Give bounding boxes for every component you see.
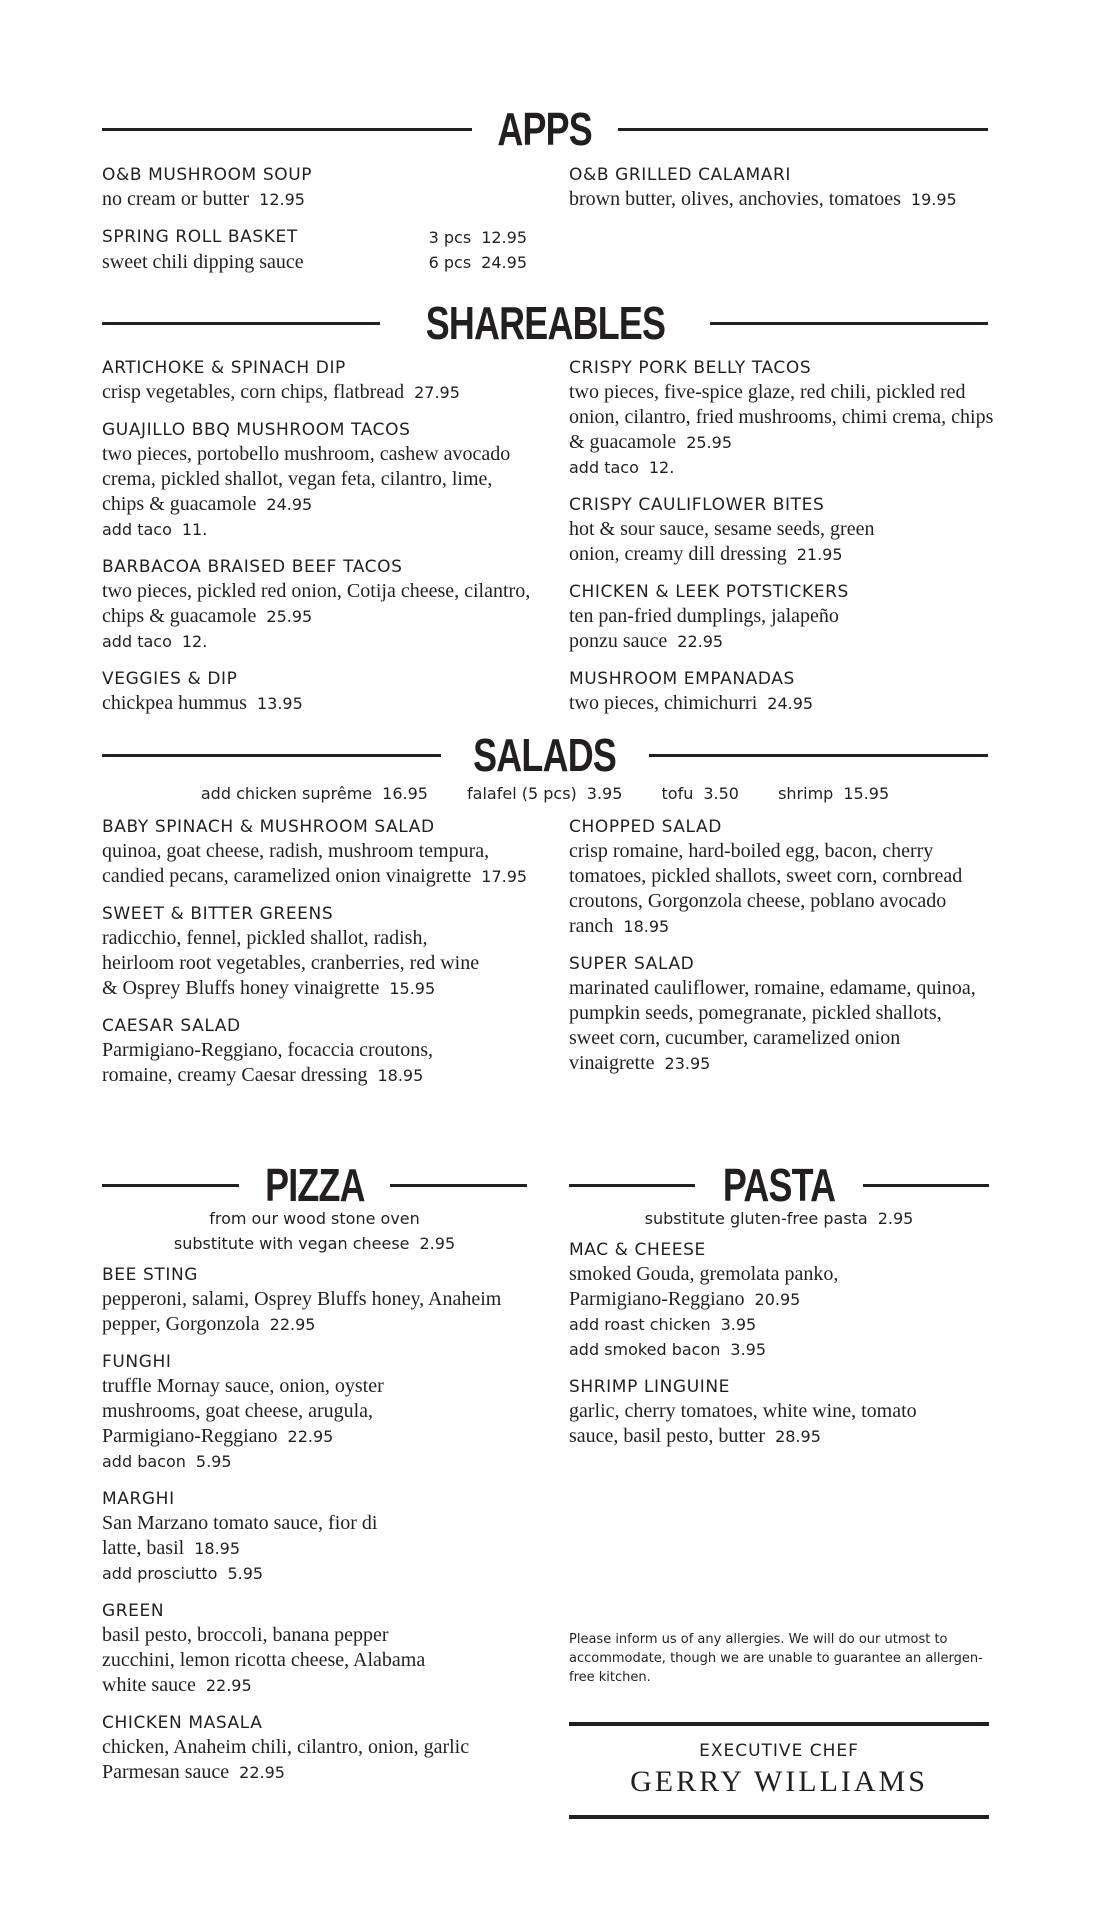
menu-item: [102, 1350, 532, 1474]
section-title: PASTA: [722, 1159, 836, 1211]
item-desc: no cream or butter: [102, 188, 250, 210]
item-name: ARTICHOKE & SPINACH DIP: [102, 358, 346, 378]
item-price: 25.95: [266, 607, 313, 626]
item-price: 24.95: [266, 495, 313, 514]
item-desc: brown butter, olives, anchovies, tomatoes: [569, 188, 901, 210]
item-name: O&B MUSHROOM SOUP: [102, 165, 313, 185]
chef-credit: [569, 1722, 989, 1819]
item-name: CHOPPED SALAD: [569, 817, 722, 837]
shareables-right-column: [569, 356, 999, 729]
item-price: 24.95: [767, 694, 814, 713]
item-desc: San Marzano tomato sauce, fior di latte, basil: [102, 1512, 378, 1559]
addon-price: 5.95: [227, 1564, 264, 1583]
item-desc: quinoa, goat cheese, radish, mushroom tempura, candied pecans, caramelized onion vinaigrette: [102, 840, 490, 887]
addon-price: 3.95: [730, 1340, 767, 1359]
menu-item: [569, 1375, 989, 1449]
item-price: 25.95: [686, 433, 732, 452]
item-desc: radicchio, fennel, pickled shallot, radish, heirloom root vegetables, cranberries, red wine & Osprey Bluffs honey vinaigrette: [102, 927, 480, 999]
item-price: 20.95: [754, 1290, 801, 1309]
item-name: BABY SPINACH & MUSHROOM SALAD: [102, 817, 435, 837]
item-desc: crisp vegetables, corn chips, flatbread: [102, 381, 405, 403]
item-desc: garlic, cherry tomatoes, white wine, tomato sauce, basil pesto, butter: [569, 1400, 917, 1447]
item-name: O&B GRILLED CALAMARI: [569, 165, 791, 185]
pizza-note: from our wood stone oven substitute with vegan cheese 2.95: [173, 1209, 456, 1253]
menu-item: [569, 493, 999, 567]
divider: [710, 322, 988, 325]
item-price: 18.95: [377, 1066, 424, 1085]
item-name: SPRING ROLL BASKET: [102, 227, 298, 247]
item-price: 18.95: [623, 917, 670, 936]
item-desc: pepperoni, salami, Osprey Bluffs honey, Anaheim pepper, Gorgonzola: [102, 1288, 502, 1335]
divider: [618, 128, 988, 131]
item-name: SWEET & BITTER GREENS: [102, 904, 334, 924]
addon-price: 11.: [181, 520, 208, 539]
salads-left-column: [102, 815, 542, 1101]
item-desc: hot & sour sauce, sesame seeds, green onion, creamy dill dressing: [569, 518, 875, 565]
item-size: 6 pcs: [428, 253, 472, 272]
item-price: 22.95: [269, 1315, 316, 1334]
allergy-notice: Please inform us of any allergies. We will do our utmost to accommodate, though we are unable to guarantee an allergen-free kitchen.: [569, 1632, 983, 1685]
divider: [102, 1184, 239, 1187]
item-price: 22.95: [287, 1427, 334, 1446]
item-name: CHICKEN MASALA: [102, 1713, 263, 1733]
menu-item: [102, 1263, 532, 1337]
item-price: 22.95: [239, 1763, 285, 1782]
chef-title: EXECUTIVE CHEF: [699, 1741, 859, 1761]
item-name: GREEN: [102, 1601, 165, 1621]
menu-item: [569, 667, 999, 716]
section-title: SHAREABLES: [425, 297, 665, 349]
addon-label: add taco: [569, 458, 639, 477]
item-price: 15.95: [389, 979, 436, 998]
addon-price: 5.95: [195, 1452, 232, 1471]
item-desc: truffle Mornay sauce, onion, oyster mushrooms, goat cheese, arugula, Parmigiano-Reggiano: [102, 1375, 384, 1447]
addon-label: add prosciutto: [102, 1564, 218, 1583]
item-name: BEE STING: [102, 1265, 199, 1285]
section-title: SALADS: [473, 729, 617, 781]
item-price: 13.95: [256, 694, 303, 713]
item-desc: two pieces, chimichurri: [569, 692, 758, 714]
item-name: MARGHI: [102, 1489, 175, 1509]
item-name: BARBACOA BRAISED BEEF TACOS: [102, 557, 403, 577]
item-price: 17.95: [481, 867, 528, 886]
divider: [863, 1184, 989, 1187]
pasta-header: [569, 1160, 989, 1210]
menu-item: [569, 163, 989, 212]
menu-item: [569, 952, 999, 1076]
item-price: 19.95: [910, 190, 957, 209]
item-name: MUSHROOM EMPANADAS: [569, 669, 795, 689]
menu-item: [102, 815, 542, 889]
section-title: APPS: [497, 103, 593, 155]
item-desc: basil pesto, broccoli, banana pepper zucchini, lemon ricotta cheese, Alabama white sauce: [102, 1624, 426, 1696]
item-price: 18.95: [194, 1539, 241, 1558]
menu-item: [102, 225, 527, 275]
item-price: 28.95: [775, 1427, 821, 1446]
divider: [102, 128, 472, 131]
salads-right-column: [569, 815, 999, 1089]
item-name: CAESAR SALAD: [102, 1016, 241, 1036]
menu-item: [102, 667, 542, 716]
addon-item: falafel (5 pcs) 3.95: [467, 784, 623, 803]
shareables-left-column: [102, 356, 542, 729]
item-price: 12.95: [259, 190, 305, 209]
menu-item: [569, 1238, 989, 1362]
item-name: MAC & CHEESE: [569, 1240, 706, 1260]
menu-item: [569, 815, 999, 939]
item-price: 23.95: [664, 1054, 711, 1073]
apps-header: [102, 104, 988, 154]
item-desc: smoked Gouda, gremolata panko, Parmigiano-Reggiano: [569, 1263, 839, 1310]
addon-label: add taco: [102, 632, 172, 651]
addon-price: 12.: [181, 632, 208, 651]
menu-item: [102, 356, 542, 405]
item-name: CRISPY CAULIFLOWER BITES: [569, 495, 825, 515]
addon-label: add roast chicken: [569, 1315, 711, 1334]
menu-item: [102, 163, 527, 212]
item-price: 22.95: [677, 632, 724, 651]
menu-item: [102, 1014, 542, 1088]
shareables-header: [102, 298, 988, 348]
menu-item: [102, 1599, 532, 1698]
item-price: 12.95: [481, 228, 527, 247]
item-name: SHRIMP LINGUINE: [569, 1377, 731, 1397]
addon-item: add chicken suprême 16.95: [200, 784, 428, 803]
item-desc: ten pan-fried dumplings, jalapeño ponzu sauce: [569, 605, 839, 652]
item-name: FUNGHI: [102, 1352, 172, 1372]
item-desc: two pieces, pickled red onion, Cotija cheese, cilantro, chips & guacamole: [102, 580, 531, 627]
divider: [569, 1184, 695, 1187]
salads-header: [102, 730, 988, 780]
item-desc: chickpea hummus: [102, 692, 247, 714]
addon-price: 3.95: [720, 1315, 757, 1334]
item-desc: two pieces, portobello mushroom, cashew avocado crema, pickled shallot, vegan feta, cilantro, lime, chips & guacamole: [102, 443, 511, 515]
item-desc: sweet chili dipping sauce: [102, 251, 304, 273]
divider: [649, 754, 988, 757]
item-desc: marinated cauliflower, romaine, edamame, quinoa, pumpkin seeds, pomegranate, pickled shallots, sweet corn, cucumber, caramelized onion vinaigrette: [569, 977, 976, 1074]
menu-item: [102, 1487, 532, 1586]
addon-label: add smoked bacon: [569, 1340, 721, 1359]
item-size: 3 pcs: [428, 228, 472, 247]
salad-addons: [102, 781, 988, 806]
section-title: PIZZA: [264, 1159, 365, 1211]
item-price: 22.95: [205, 1676, 252, 1695]
item-name: CHICKEN & LEEK POTSTICKERS: [569, 582, 849, 602]
item-desc: chicken, Anaheim chili, cilantro, onion, garlic Parmesan sauce: [102, 1736, 470, 1783]
item-name: SUPER SALAD: [569, 954, 695, 974]
addon-item: shrimp 15.95: [778, 784, 890, 803]
apps-right-column: [569, 163, 989, 225]
pizza-column: [102, 1263, 532, 1798]
pizza-header: [102, 1160, 527, 1210]
addon-label: add bacon: [102, 1452, 186, 1471]
addon-item: tofu 3.50: [661, 784, 739, 803]
item-desc: two pieces, five-spice glaze, red chili, pickled red onion, cilantro, fried mushrooms, chimi crema, chips & guacamole: [569, 381, 994, 453]
addon-label: add taco: [102, 520, 172, 539]
menu-item: [102, 902, 542, 1001]
item-price: 21.95: [796, 545, 843, 564]
item-name: VEGGIES & DIP: [102, 669, 238, 689]
menu-item: [102, 1711, 532, 1785]
divider: [102, 754, 441, 757]
menu-item: [569, 580, 999, 654]
item-name: GUAJILLO BBQ MUSHROOM TACOS: [102, 420, 411, 440]
divider: [390, 1184, 527, 1187]
item-price: 27.95: [414, 383, 460, 402]
menu-item: [102, 418, 542, 542]
divider: [102, 322, 380, 325]
addon-price: 12.: [648, 458, 675, 477]
menu-item: [569, 356, 999, 480]
pasta-column: [569, 1238, 989, 1462]
apps-left-column: [102, 163, 527, 288]
pasta-note: substitute gluten-free pasta 2.95: [644, 1209, 914, 1228]
item-price: 24.95: [481, 253, 527, 272]
item-desc: crisp romaine, hard-boiled egg, bacon, cherry tomatoes, pickled shallots, sweet corn, cornbread croutons, Gorgonzola cheese, poblano avocado ranch: [569, 840, 963, 937]
item-desc: Parmigiano-Reggiano, focaccia croutons, romaine, creamy Caesar dressing: [102, 1039, 433, 1086]
chef-name: GERRY WILLIAMS: [630, 1765, 928, 1798]
menu-item: [102, 555, 542, 654]
item-name: CRISPY PORK BELLY TACOS: [569, 358, 812, 378]
